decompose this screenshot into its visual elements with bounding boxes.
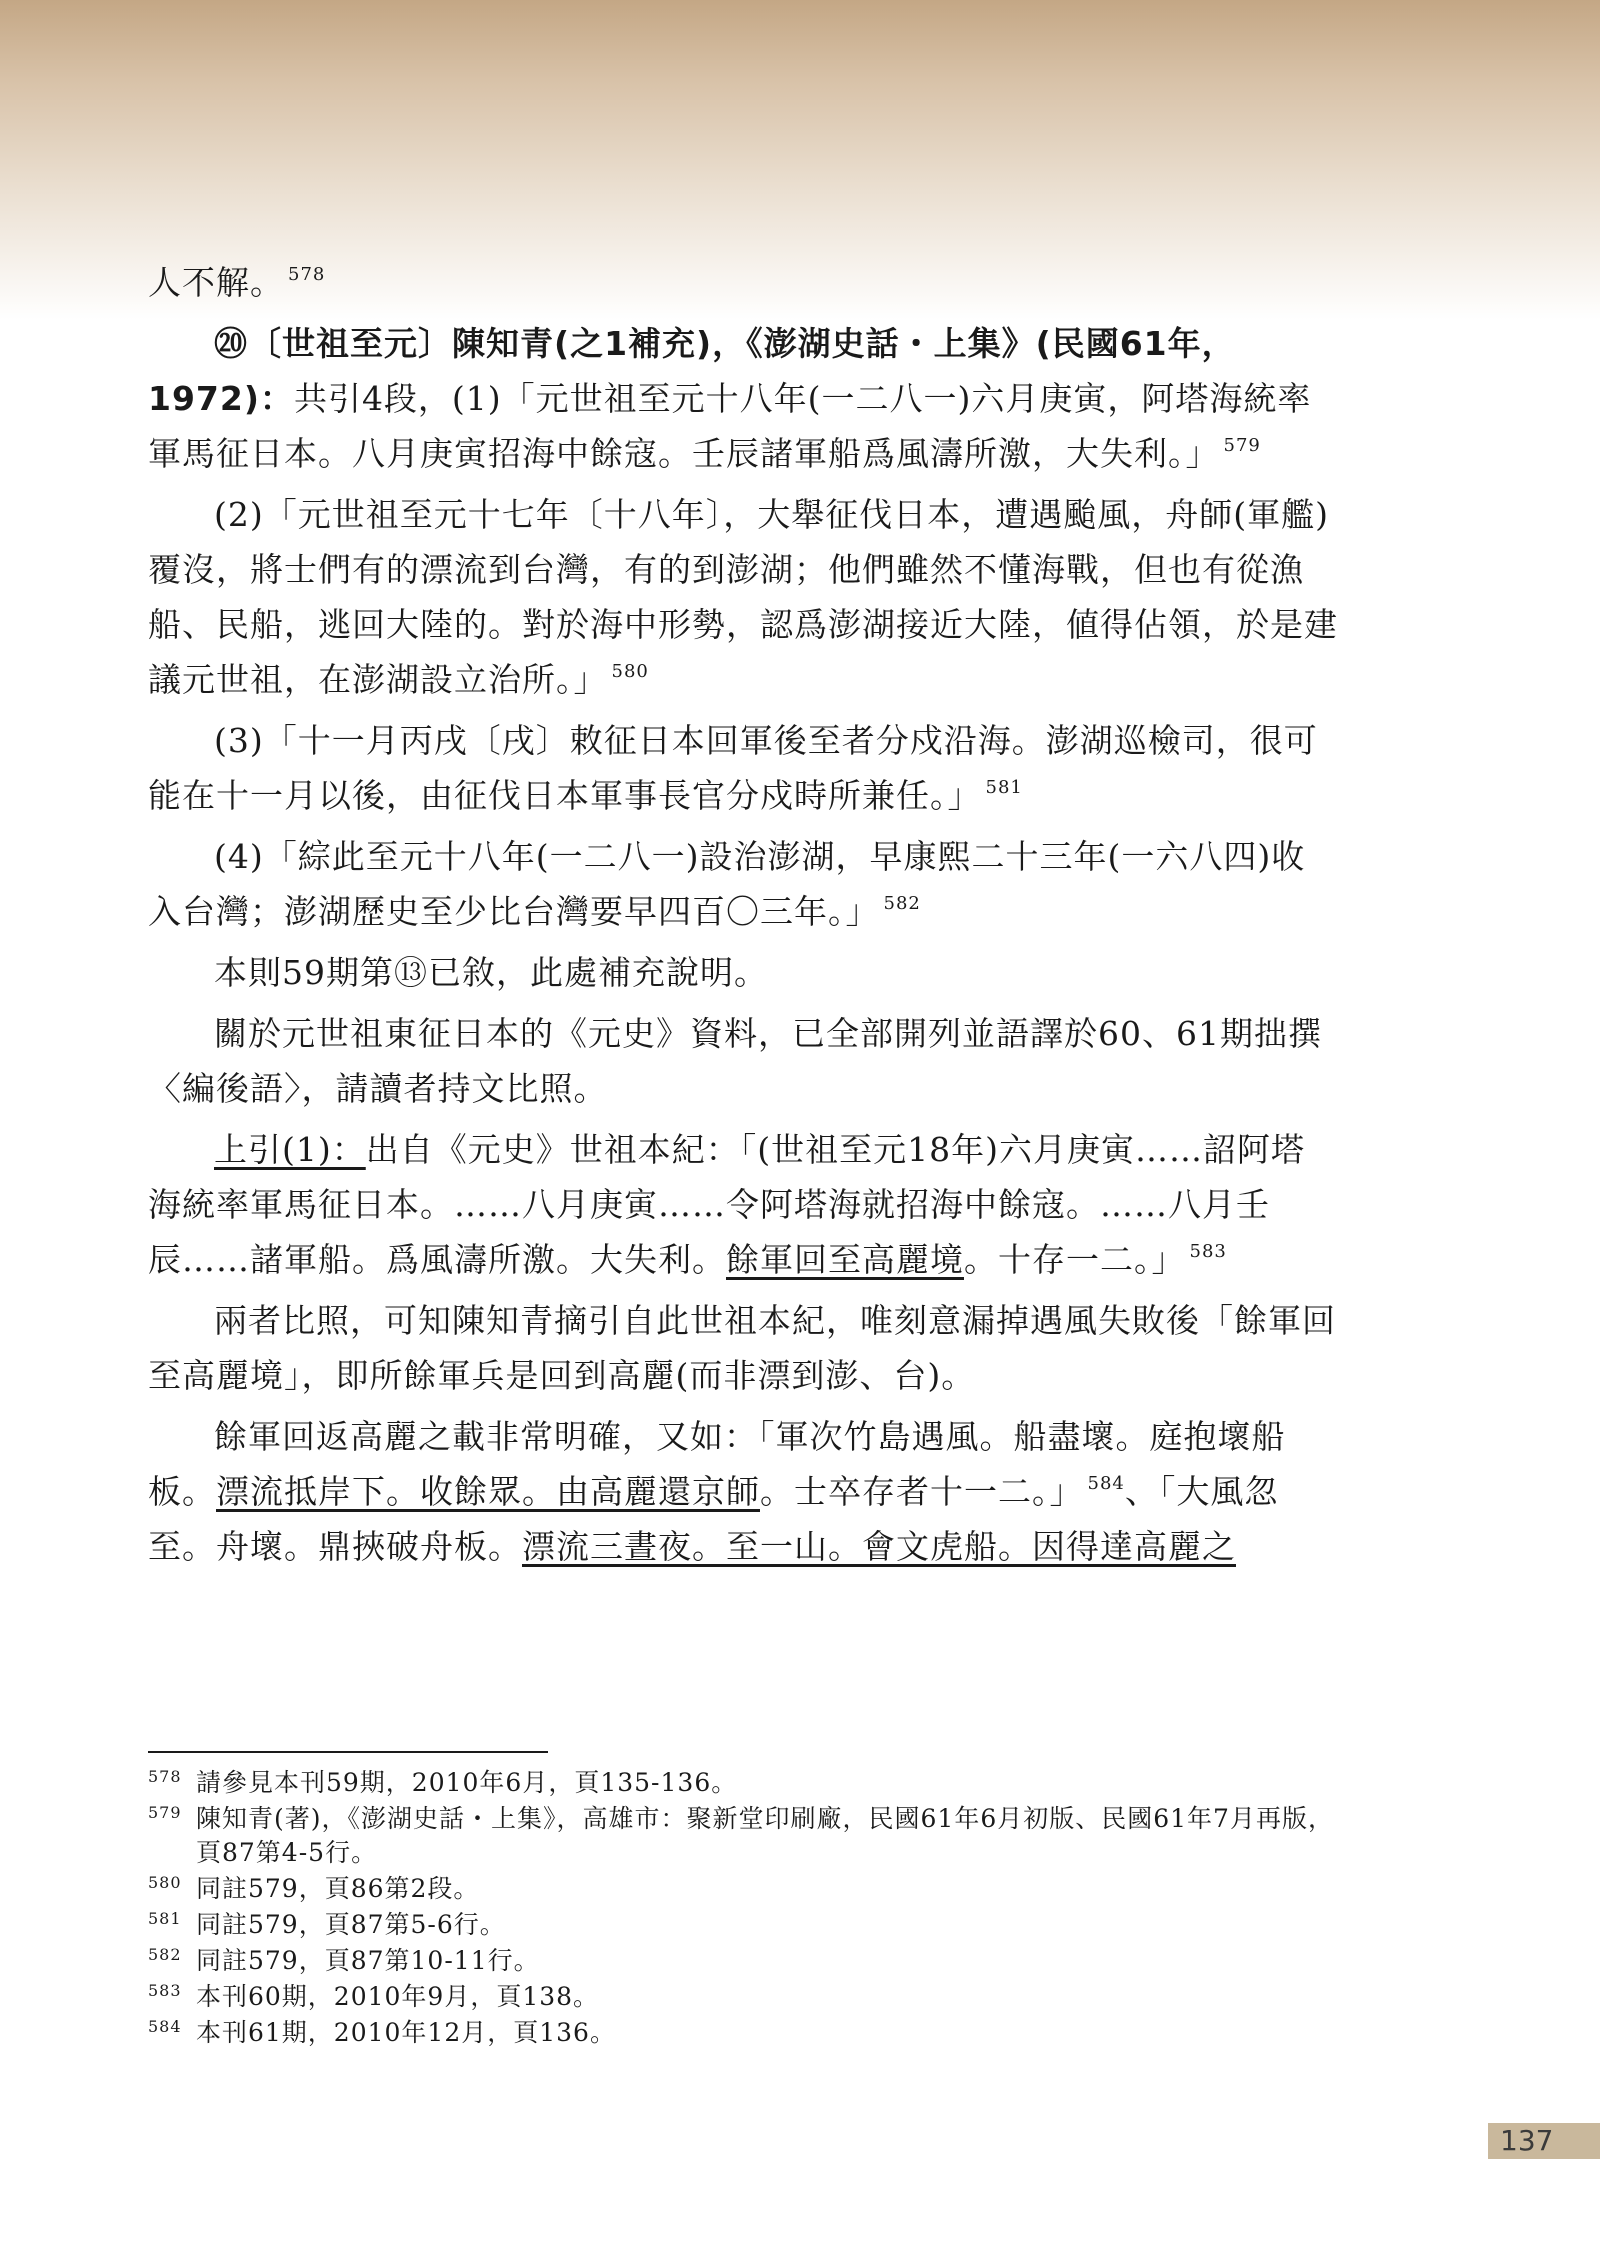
paragraph-text: 、「大風忽至。舟壞。鼎挾破舟板。 (148, 1472, 1279, 1566)
paragraph-2 (148, 487, 1338, 707)
footnote-ref[interactable]: 583 (1189, 1241, 1227, 1262)
underlined-text: 餘軍回至高麗境 (726, 1240, 964, 1279)
footnote-text: 同註579，頁87第10-11行。 (196, 1946, 540, 1975)
footnote-text: 本刊61期，2010年12月，頁136。 (196, 2018, 616, 2047)
paragraph-text: 關於元世祖東征日本的《元史》資料，已全部開列並語譯於60、61期拙撰〈編後語〉，請讀者持文比照。 (148, 1014, 1322, 1108)
paragraph-9 (148, 1409, 1338, 1574)
footnote-text: 請參見本刊59期，2010年6月，頁135-136。 (196, 1768, 738, 1797)
paragraph-text: 。士卒存者十一二。」 (760, 1472, 1084, 1511)
paragraph-text: 人不解。 (148, 263, 284, 302)
footnote-ref[interactable]: 580 (611, 661, 649, 682)
footnote-ref[interactable]: 578 (288, 264, 326, 285)
footnote-number: 582 (148, 1945, 182, 1964)
footnote-582 (148, 1944, 1338, 1978)
paragraph-4 (148, 829, 1338, 939)
footnote-text: 同註579，頁87第5-6行。 (196, 1910, 506, 1939)
footnote-number: 578 (148, 1767, 182, 1786)
paragraph-text: (2)「元世祖至元十七年〔十八年〕，大舉征伐日本，遭遇颱風，舟師(軍艦)覆沒，將士們有的漂流到台灣，有的到澎湖；他們雖然不懂海戰，但也有從漁船、民船，逃回大陸的。對於海中形勢，認爲澎湖接近大陸，値得佔領，於是建議元世祖，在澎湖設立治所。」 (148, 495, 1338, 699)
footnote-580 (148, 1872, 1338, 1906)
paragraph-8 (148, 1293, 1338, 1403)
paragraph-text: 兩者比照，可知陳知青摘引自此世祖本紀，唯刻意漏掉遇風失敗後「餘軍回至高麗境」，即所餘軍兵是回到高麗(而非漂到澎、台)。 (148, 1301, 1336, 1395)
footnote-583 (148, 1980, 1338, 2014)
paragraph-1 (148, 316, 1338, 481)
paragraph-0 (148, 255, 1338, 310)
footnote-584 (148, 2016, 1338, 2050)
footnote-number: 583 (148, 1981, 182, 2000)
underlined-text: 上引(1)： (214, 1130, 366, 1169)
page-number: 137 (1488, 2123, 1600, 2159)
entry-heading: ⑳〔世祖至元〕陳知青(之1補充)，《澎湖史話・上集》(民國61年，1972)： (148, 324, 1236, 418)
footnote-text: 同註579，頁86第2段。 (196, 1874, 480, 1903)
footnote-text: 本刊60期，2010年9月，頁138。 (196, 1982, 600, 2011)
paragraph-text: 餘軍回返高麗之載非常明確，又如：「軍次竹島遇風。船盡壞。庭抱壞船板。 (148, 1417, 1286, 1511)
footnote-number: 584 (148, 2017, 182, 2036)
footnote-ref[interactable]: 582 (883, 893, 921, 914)
paragraph-text: (3)「十一月丙戌〔戌〕敕征日本回軍後至者分戍沿海。澎湖巡檢司，很可能在十一月以後，由征伐日本軍事長官分戍時所兼任。」 (148, 721, 1318, 815)
footnote-579 (148, 1802, 1338, 1870)
paragraph-text: 本則59期第⑬已敘，此處補充說明。 (214, 953, 768, 992)
footnote-number: 580 (148, 1873, 182, 1892)
footnote-581 (148, 1908, 1338, 1942)
paragraph-3 (148, 713, 1338, 823)
paragraph-text: (4)「綜此至元十八年(一二八一)設治澎湖，早康熙二十三年(一六八四)收入台灣；澎湖歷史至少比台灣要早四百〇三年。」 (148, 837, 1306, 931)
footnote-578 (148, 1766, 1338, 1800)
footnote-number: 579 (148, 1803, 182, 1822)
footnote-ref[interactable]: 579 (1223, 435, 1261, 456)
paragraph-text: 共引4段，(1)「元世祖至元十八年(一二八一)六月庚寅，阿塔海統率軍馬征日本。八月庚寅招海中餘寇。壬辰諸軍船爲風濤所激，大失利。」 (148, 379, 1312, 473)
footnote-divider (148, 1751, 548, 1753)
footnote-ref[interactable]: 581 (985, 777, 1023, 798)
footnotes (148, 1766, 1338, 2052)
footnote-text: 陳知青(著)，《澎湖史話・上集》，高雄市：聚新堂印刷廠，民國61年6月初版、民國61年7月再版，頁87第4-5行。 (196, 1804, 1334, 1867)
underlined-text: 漂流三晝夜。至一山。會文虎船。因得達高麗之 (522, 1527, 1236, 1566)
underlined-text: 漂流抵岸下。收餘眾。由高麗還京師 (216, 1472, 760, 1511)
main-text (148, 255, 1338, 1580)
paragraph-6 (148, 1006, 1338, 1116)
paragraph-text: 出自《元史》世祖本紀：「(世祖至元18年)六月庚寅……詔阿塔海統率軍馬征日本。……八月庚寅……令阿塔海就招海中餘寇。……八月壬辰……諸軍船。爲風濤所激。大失利。 (148, 1130, 1305, 1279)
paragraph-7 (148, 1122, 1338, 1287)
footnote-ref[interactable]: 584 (1087, 1473, 1125, 1494)
paragraph-text: 。十存一二。」 (964, 1240, 1186, 1279)
paragraph-5 (148, 945, 1338, 1000)
footnote-number: 581 (148, 1909, 182, 1928)
